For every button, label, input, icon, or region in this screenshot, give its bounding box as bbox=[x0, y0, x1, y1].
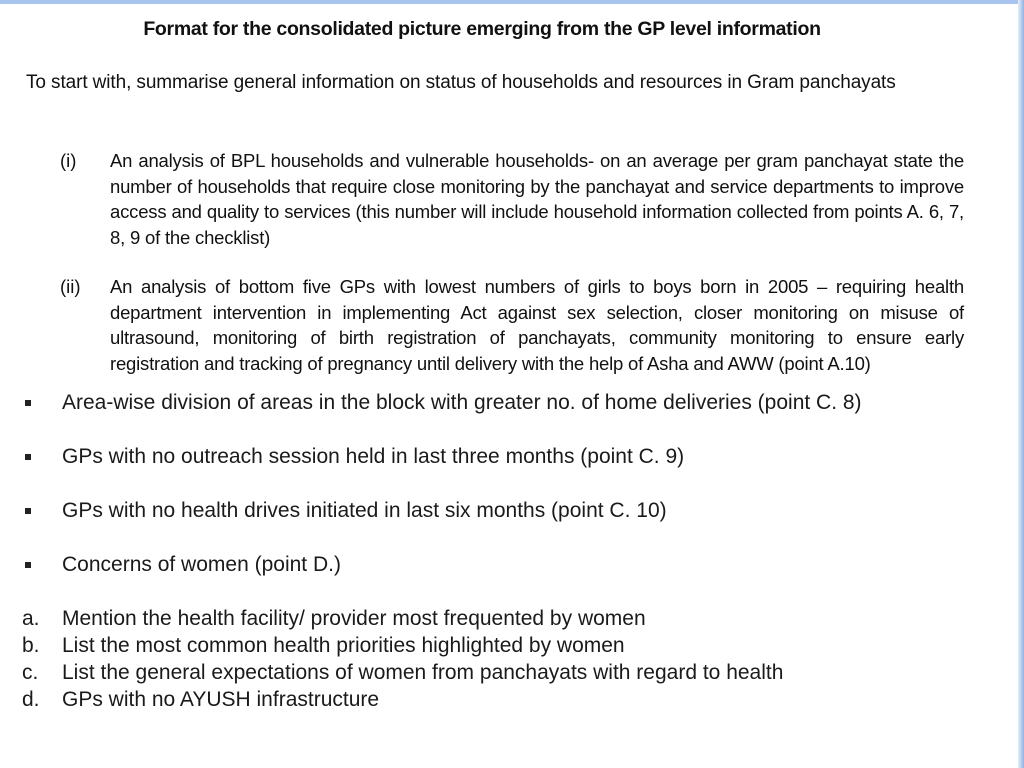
bullet-text: GPs with no outreach session held in last three months (point C. 9) bbox=[62, 445, 685, 468]
square-bullet-icon bbox=[25, 454, 31, 460]
list-item-text: Mention the health facility/ provider most frequented by women bbox=[62, 607, 646, 630]
list-item bbox=[22, 659, 1002, 686]
bullet-text: Concerns of women (point D.) bbox=[62, 553, 341, 576]
list-item-text: List the general expectations of women from panchayats with regard to health bbox=[62, 661, 784, 684]
list-marker: c. bbox=[22, 661, 39, 684]
bullet-list bbox=[22, 388, 1002, 604]
roman-numeral: (ii) bbox=[60, 276, 81, 297]
list-item-text: List the most common health priorities highlighted by women bbox=[62, 634, 625, 657]
roman-numeral: (i) bbox=[60, 150, 77, 171]
lettered-list bbox=[22, 605, 1002, 713]
roman-item-text: An analysis of bottom five GPs with lowest numbers of girls to boys born in 2005 – requiring health department intervention in implementing Act against sex selection, closer monitoring on misuse of ultrasound, monitoring of birth registration of panchayats, community monitoring to ensure early registration and tracking of pregnancy until delivery with the help of Asha and AWW (point A.10) bbox=[110, 276, 964, 374]
scanned-document bbox=[0, 4, 1018, 384]
bullet-item bbox=[22, 388, 1002, 442]
bullet-item bbox=[22, 550, 1002, 604]
roman-item bbox=[60, 148, 964, 250]
square-bullet-icon bbox=[25, 508, 31, 514]
list-marker: d. bbox=[22, 688, 40, 711]
bullet-text: Area-wise division of areas in the block with greater no. of home deliveries (point C. 8) bbox=[62, 391, 862, 414]
roman-item-text: An analysis of BPL households and vulnerable households- on an average per gram panchayat state the number of households that require close monitoring by the panchayat and service departments to improve access and quality to services (this number will include household information collected from points A. 6, 7, 8, 9 of the checklist) bbox=[110, 150, 964, 248]
square-bullet-icon bbox=[25, 562, 31, 568]
intro-paragraph: To start with, summarise general information on status of households and resources in Gram panchayats bbox=[26, 72, 896, 93]
bullet-item bbox=[22, 496, 1002, 550]
bullet-item bbox=[22, 442, 1002, 496]
list-item-text: GPs with no AYUSH infrastructure bbox=[62, 688, 380, 711]
slide-border-right bbox=[1018, 0, 1024, 768]
roman-item bbox=[60, 274, 964, 376]
list-marker: b. bbox=[22, 634, 40, 657]
list-item bbox=[22, 632, 1002, 659]
list-item bbox=[22, 686, 1002, 713]
list-marker: a. bbox=[22, 607, 40, 630]
square-bullet-icon bbox=[25, 400, 31, 406]
bullet-text: GPs with no health drives initiated in last six months (point C. 10) bbox=[62, 499, 667, 522]
document-title: Format for the consolidated picture emerging from the GP level information bbox=[143, 18, 821, 40]
list-item bbox=[22, 605, 1002, 632]
